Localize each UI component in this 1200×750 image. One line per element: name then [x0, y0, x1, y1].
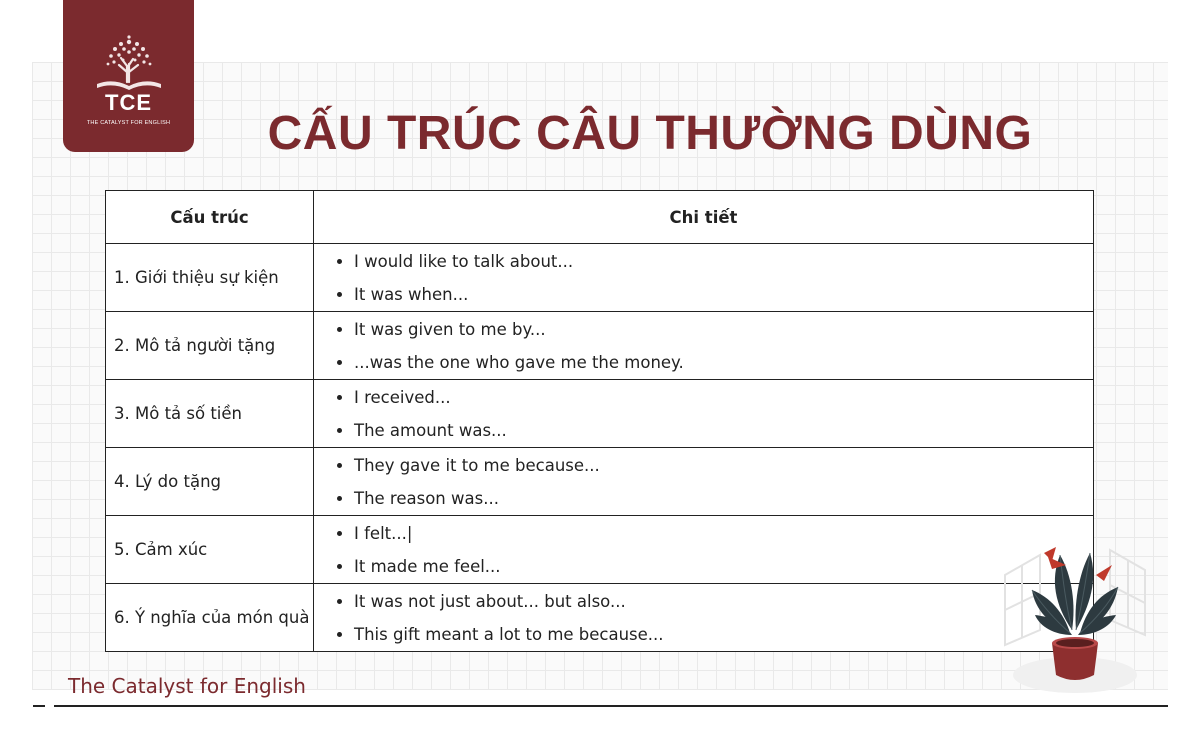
list-item: • The amount was...	[354, 414, 1093, 447]
details-cell	[314, 516, 1094, 584]
tree-book-icon	[93, 34, 165, 90]
table-row	[106, 448, 1094, 516]
details-cell	[314, 380, 1094, 448]
details-list	[314, 585, 1093, 651]
table-row	[106, 380, 1094, 448]
list-item: • I felt...|	[354, 517, 1093, 550]
column-header-structure: Cấu trúc	[106, 191, 314, 244]
details-list	[314, 313, 1093, 379]
details-cell	[314, 244, 1094, 312]
details-cell	[314, 448, 1094, 516]
details-list	[314, 449, 1093, 515]
structure-cell: 4. Lý do tặng	[106, 448, 314, 516]
list-item: • It was given to me by...	[354, 313, 1093, 346]
list-item: • The reason was...	[354, 482, 1093, 515]
structure-cell: 2. Mô tả người tặng	[106, 312, 314, 380]
details-list	[314, 245, 1093, 311]
list-item: • This gift meant a lot to me because...	[354, 618, 1093, 651]
brand-logo	[63, 0, 194, 152]
table-row	[106, 516, 1094, 584]
potted-plant-illustration	[1000, 535, 1150, 700]
structure-cell: 5. Cảm xúc	[106, 516, 314, 584]
list-item: • It was not just about... but also...	[354, 585, 1093, 618]
table-row	[106, 244, 1094, 312]
structure-cell: 3. Mô tả số tiền	[106, 380, 314, 448]
structure-table	[105, 190, 1094, 652]
list-item: • I would like to talk about...	[354, 245, 1093, 278]
footer-divider	[54, 705, 1168, 707]
list-item: • They gave it to me because...	[354, 449, 1093, 482]
details-cell	[314, 312, 1094, 380]
details-list	[314, 381, 1093, 447]
page-title: CẤU TRÚC CÂU THƯỜNG DÙNG	[267, 107, 1033, 160]
table-header-row	[106, 191, 1094, 244]
logo-abbreviation: TCE	[105, 90, 152, 115]
logo-tagline: THE CATALYST FOR ENGLISH	[86, 120, 171, 126]
column-header-details: Chi tiết	[314, 191, 1094, 244]
structure-cell: 6. Ý nghĩa của món quà	[106, 584, 314, 652]
table-row	[106, 312, 1094, 380]
structure-cell: 1. Giới thiệu sự kiện	[106, 244, 314, 312]
details-cell	[314, 584, 1094, 652]
details-list	[314, 517, 1093, 583]
list-item: • It made me feel...	[354, 550, 1093, 583]
list-item: • It was when...	[354, 278, 1093, 311]
list-item: • I received...	[354, 381, 1093, 414]
footer-dash	[33, 705, 45, 707]
footer-brand-text: The Catalyst for English	[68, 674, 306, 698]
table-row	[106, 584, 1094, 652]
list-item: • ...was the one who gave me the money.	[354, 346, 1093, 379]
